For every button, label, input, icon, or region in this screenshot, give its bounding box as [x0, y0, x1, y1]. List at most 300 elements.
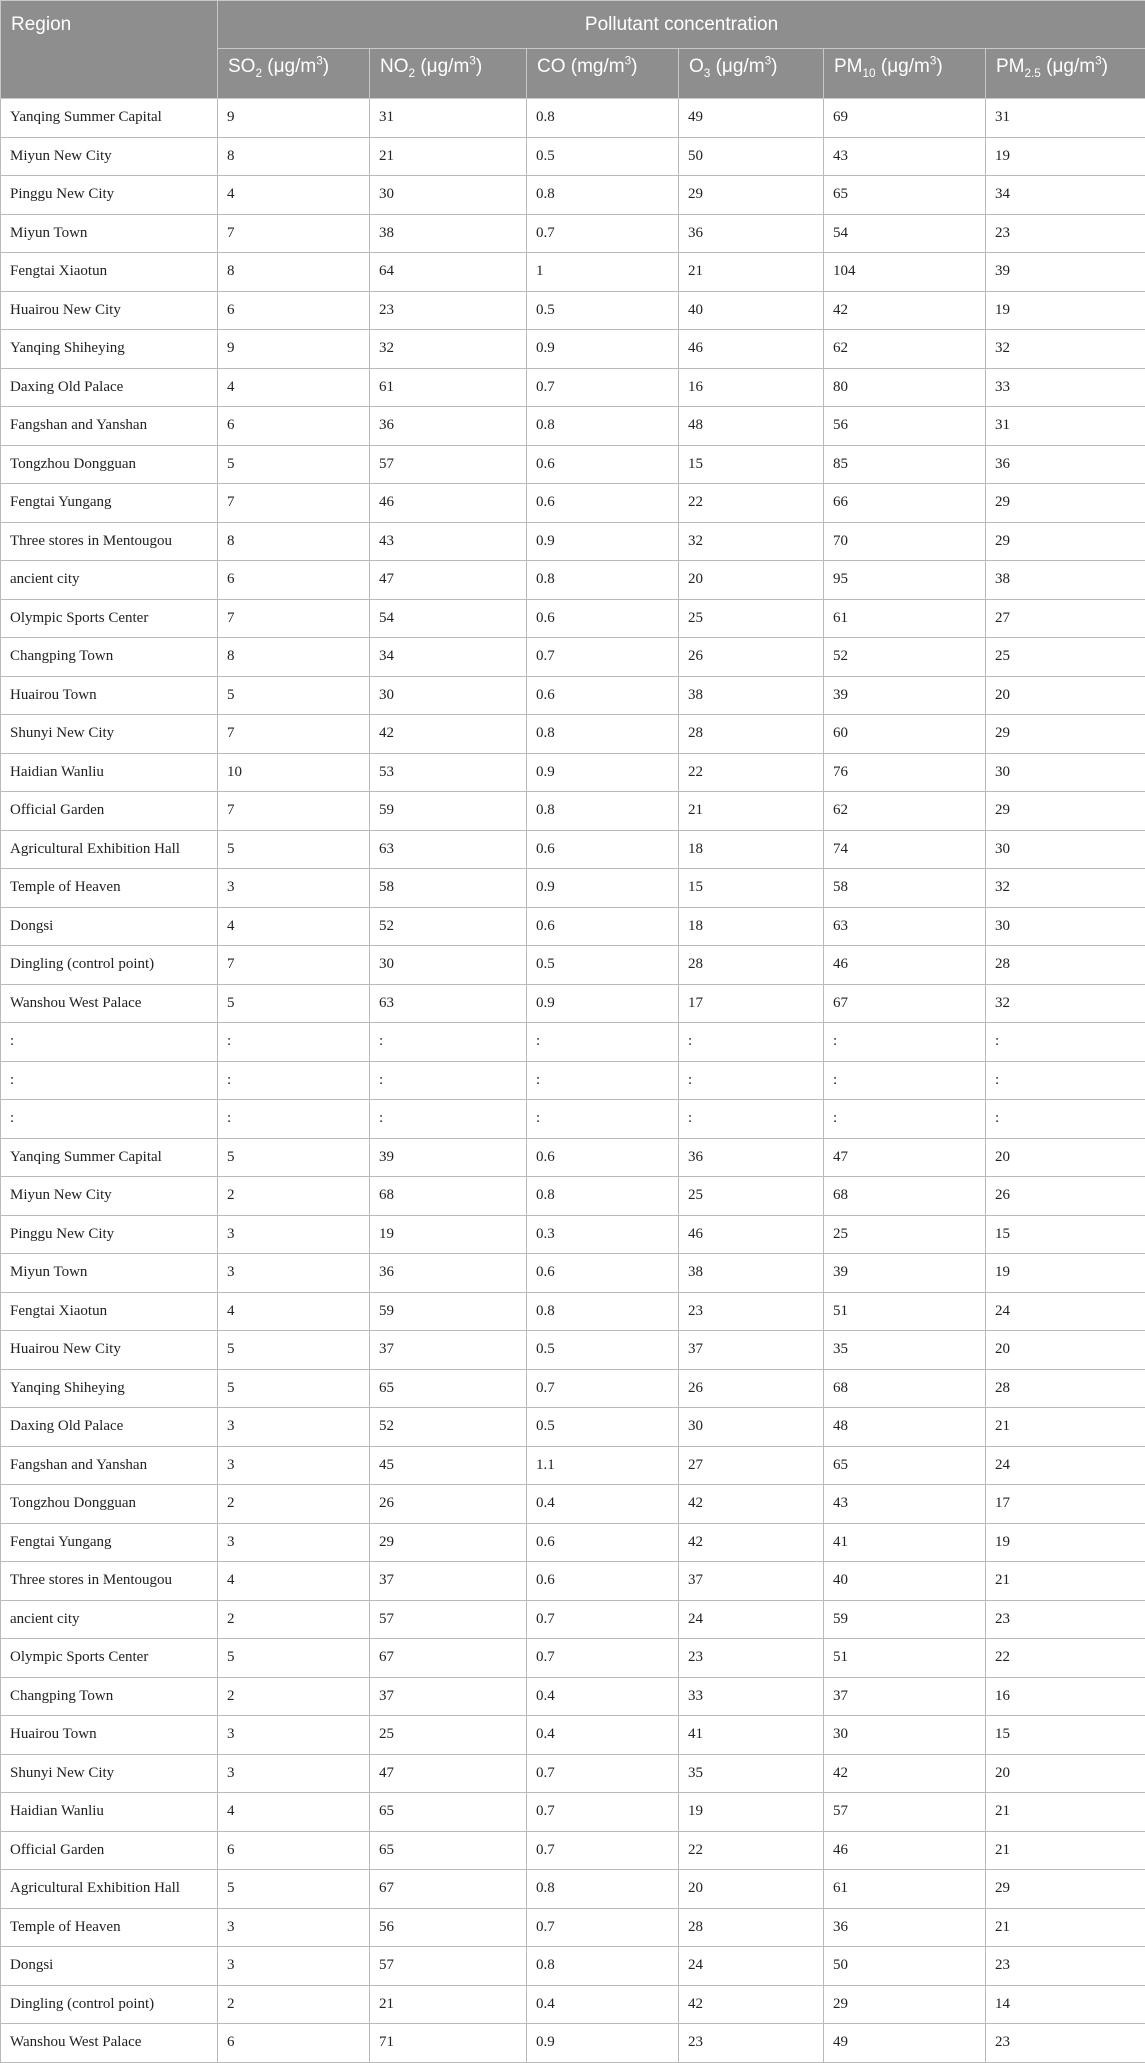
value-cell-co: 0.7	[527, 1369, 679, 1408]
column-header-co-sup: 3	[625, 55, 632, 68]
value-cell-no2: 25	[370, 1716, 527, 1755]
column-header-o3-sup: 3	[765, 55, 772, 68]
table-row	[1, 330, 1145, 369]
value-cell-o3: 38	[679, 1254, 824, 1293]
value-cell-pm10: 95	[824, 561, 986, 600]
region-cell: Wanshou West Palace	[1, 984, 218, 1023]
value-cell-no2: 45	[370, 1446, 527, 1485]
value-cell-pm25: 20	[986, 1331, 1145, 1370]
value-cell-pm10: 25	[824, 1215, 986, 1254]
value-cell-pm10: 60	[824, 715, 986, 754]
value-cell-pm10: 56	[824, 407, 986, 446]
region-cell: Miyun New City	[1, 1177, 218, 1216]
value-cell-pm10: :	[824, 1061, 986, 1100]
region-cell: Three stores in Mentougou	[1, 1562, 218, 1601]
value-cell-pm10: 76	[824, 753, 986, 792]
value-cell-pm25: 20	[986, 1754, 1145, 1793]
value-cell-so2: 8	[218, 253, 370, 292]
value-cell-so2: 3	[218, 1523, 370, 1562]
value-cell-pm25: 20	[986, 676, 1145, 715]
value-cell-so2: 6	[218, 561, 370, 600]
value-cell-co: 0.5	[527, 291, 679, 330]
value-cell-pm10: 42	[824, 1754, 986, 1793]
value-cell-pm25: 32	[986, 869, 1145, 908]
column-header-o3	[679, 49, 824, 99]
value-cell-pm25: 36	[986, 445, 1145, 484]
value-cell-no2: :	[370, 1100, 527, 1139]
value-cell-co: 0.5	[527, 137, 679, 176]
region-cell: Pinggu New City	[1, 176, 218, 215]
value-cell-o3: 17	[679, 984, 824, 1023]
value-cell-pm25: 23	[986, 1600, 1145, 1639]
value-cell-pm10: 43	[824, 137, 986, 176]
column-header-pm10-base: PM	[834, 56, 863, 77]
value-cell-co: :	[527, 1100, 679, 1139]
region-cell: Dongsi	[1, 907, 218, 946]
table-row	[1, 2024, 1145, 2063]
value-cell-pm10: 61	[824, 1870, 986, 1909]
value-cell-co: 0.6	[527, 1562, 679, 1601]
value-cell-no2: :	[370, 1061, 527, 1100]
value-cell-pm25: 23	[986, 214, 1145, 253]
value-cell-no2: 63	[370, 830, 527, 869]
value-cell-pm10: 46	[824, 946, 986, 985]
table-header	[1, 1, 1145, 99]
value-cell-no2: 57	[370, 1947, 527, 1986]
value-cell-no2: 30	[370, 676, 527, 715]
value-cell-o3: 41	[679, 1716, 824, 1755]
table-row	[1, 869, 1145, 908]
value-cell-pm10: 62	[824, 792, 986, 831]
value-cell-so2: 3	[218, 1947, 370, 1986]
value-cell-pm10: 74	[824, 830, 986, 869]
table-row	[1, 753, 1145, 792]
column-header-pm10-unit-post: )	[936, 56, 942, 77]
value-cell-no2: :	[370, 1023, 527, 1062]
value-cell-co: 0.6	[527, 445, 679, 484]
value-cell-pm25: 29	[986, 1870, 1145, 1909]
value-cell-so2: 5	[218, 1138, 370, 1177]
value-cell-no2: 47	[370, 561, 527, 600]
value-cell-co: 0.8	[527, 792, 679, 831]
table-row	[1, 984, 1145, 1023]
value-cell-so2: 8	[218, 638, 370, 677]
value-cell-o3: 21	[679, 253, 824, 292]
value-cell-o3: 29	[679, 176, 824, 215]
region-cell: Daxing Old Palace	[1, 1408, 218, 1447]
value-cell-no2: 68	[370, 1177, 527, 1216]
column-header-pm10	[824, 49, 986, 99]
value-cell-pm25: 39	[986, 253, 1145, 292]
value-cell-co: 0.6	[527, 1254, 679, 1293]
value-cell-no2: 57	[370, 445, 527, 484]
value-cell-no2: 63	[370, 984, 527, 1023]
value-cell-so2: 3	[218, 1716, 370, 1755]
region-cell: Fangshan and Yanshan	[1, 407, 218, 446]
value-cell-pm25: 30	[986, 753, 1145, 792]
value-cell-pm25: 21	[986, 1562, 1145, 1601]
region-cell: Yanqing Shiheying	[1, 330, 218, 369]
column-header-pm10-sup: 3	[930, 55, 937, 68]
region-header: Region	[1, 1, 218, 99]
table-row	[1, 176, 1145, 215]
value-cell-o3: 25	[679, 1177, 824, 1216]
column-header-pm25-sub: 2.5	[1025, 67, 1041, 80]
region-cell: ancient city	[1, 561, 218, 600]
value-cell-no2: 67	[370, 1870, 527, 1909]
value-cell-no2: 42	[370, 715, 527, 754]
value-cell-no2: 21	[370, 137, 527, 176]
column-header-o3-base: O	[689, 56, 704, 77]
value-cell-so2: 7	[218, 946, 370, 985]
value-cell-so2: 6	[218, 407, 370, 446]
value-cell-co: 0.6	[527, 830, 679, 869]
value-cell-no2: 30	[370, 946, 527, 985]
value-cell-so2: 9	[218, 330, 370, 369]
region-cell: Shunyi New City	[1, 1754, 218, 1793]
value-cell-pm10: 46	[824, 1831, 986, 1870]
region-cell: Three stores in Mentougou	[1, 522, 218, 561]
value-cell-o3: 33	[679, 1677, 824, 1716]
value-cell-so2: 4	[218, 907, 370, 946]
region-cell: Huairou New City	[1, 291, 218, 330]
value-cell-pm10: 29	[824, 1985, 986, 2024]
table-row	[1, 1677, 1145, 1716]
value-cell-o3: 38	[679, 676, 824, 715]
value-cell-o3: 36	[679, 1138, 824, 1177]
value-cell-pm10: 54	[824, 214, 986, 253]
value-cell-no2: 61	[370, 368, 527, 407]
column-header-co-base: CO	[537, 56, 566, 77]
column-header-o3-unit-post: )	[771, 56, 777, 77]
value-cell-pm25: 30	[986, 830, 1145, 869]
table-row	[1, 137, 1145, 176]
region-cell: Haidian Wanliu	[1, 753, 218, 792]
region-cell: ancient city	[1, 1600, 218, 1639]
value-cell-o3: 25	[679, 599, 824, 638]
value-cell-o3: 42	[679, 1523, 824, 1562]
table-row	[1, 715, 1145, 754]
table-row	[1, 99, 1145, 138]
value-cell-co: 0.7	[527, 1754, 679, 1793]
value-cell-pm25: 19	[986, 1254, 1145, 1293]
value-cell-so2: 4	[218, 1793, 370, 1832]
value-cell-o3: 40	[679, 291, 824, 330]
region-cell: Temple of Heaven	[1, 869, 218, 908]
value-cell-o3: 20	[679, 1870, 824, 1909]
value-cell-co: 0.3	[527, 1215, 679, 1254]
value-cell-so2: 5	[218, 445, 370, 484]
region-cell: :	[1, 1061, 218, 1100]
table-row	[1, 291, 1145, 330]
value-cell-pm10: 62	[824, 330, 986, 369]
region-cell: Agricultural Exhibition Hall	[1, 1870, 218, 1909]
region-cell: Official Garden	[1, 792, 218, 831]
value-cell-pm10: 66	[824, 484, 986, 523]
value-cell-no2: 53	[370, 753, 527, 792]
column-header-so2-unit-pre: (μg/m	[262, 56, 316, 77]
table-row	[1, 1600, 1145, 1639]
value-cell-pm25: 17	[986, 1485, 1145, 1524]
value-cell-so2: 5	[218, 984, 370, 1023]
value-cell-pm25: 38	[986, 561, 1145, 600]
column-header-so2-sub: 2	[255, 67, 262, 80]
value-cell-pm10: 63	[824, 907, 986, 946]
value-cell-so2: 3	[218, 1754, 370, 1793]
region-cell: Dongsi	[1, 1947, 218, 1986]
column-header-no2	[370, 49, 527, 99]
value-cell-so2: 7	[218, 214, 370, 253]
value-cell-o3: 21	[679, 792, 824, 831]
value-cell-o3: :	[679, 1061, 824, 1100]
value-cell-no2: 21	[370, 1985, 527, 2024]
table-row	[1, 1369, 1145, 1408]
value-cell-o3: 48	[679, 407, 824, 446]
value-cell-pm10: 67	[824, 984, 986, 1023]
value-cell-no2: 38	[370, 214, 527, 253]
column-header-pm25-unit-post: )	[1102, 56, 1108, 77]
value-cell-no2: 65	[370, 1369, 527, 1408]
region-cell: Changping Town	[1, 1677, 218, 1716]
value-cell-co: 0.9	[527, 984, 679, 1023]
value-cell-pm10: 39	[824, 1254, 986, 1293]
value-cell-no2: 23	[370, 291, 527, 330]
table-row	[1, 1870, 1145, 1909]
table-body	[1, 99, 1145, 2063]
value-cell-pm25: 33	[986, 368, 1145, 407]
value-cell-pm25: 21	[986, 1831, 1145, 1870]
value-cell-pm25: 34	[986, 176, 1145, 215]
value-cell-so2: 7	[218, 484, 370, 523]
value-cell-co: 0.4	[527, 1716, 679, 1755]
value-cell-no2: 52	[370, 1408, 527, 1447]
value-cell-no2: 59	[370, 792, 527, 831]
value-cell-no2: 19	[370, 1215, 527, 1254]
value-cell-co: 0.7	[527, 368, 679, 407]
table-row	[1, 1254, 1145, 1293]
value-cell-pm10: 51	[824, 1639, 986, 1678]
region-cell: Pinggu New City	[1, 1215, 218, 1254]
column-header-pm25-base: PM	[996, 56, 1025, 77]
value-cell-pm25: 16	[986, 1677, 1145, 1716]
region-cell: Yanqing Shiheying	[1, 1369, 218, 1408]
value-cell-so2: 3	[218, 1446, 370, 1485]
value-cell-pm10: 37	[824, 1677, 986, 1716]
region-cell: Huairou Town	[1, 676, 218, 715]
column-header-no2-unit-post: )	[476, 56, 482, 77]
table-row	[1, 599, 1145, 638]
value-cell-no2: 65	[370, 1831, 527, 1870]
value-cell-pm10: 36	[824, 1908, 986, 1947]
value-cell-o3: 36	[679, 214, 824, 253]
table-row	[1, 253, 1145, 292]
table-row	[1, 907, 1145, 946]
value-cell-co: 0.8	[527, 99, 679, 138]
value-cell-pm25: 19	[986, 1523, 1145, 1562]
table-row	[1, 1831, 1145, 1870]
value-cell-o3: 19	[679, 1793, 824, 1832]
value-cell-o3: 28	[679, 1908, 824, 1947]
value-cell-co: 0.8	[527, 1870, 679, 1909]
value-cell-so2: 4	[218, 1292, 370, 1331]
column-header-o3-sub: 3	[704, 67, 711, 80]
value-cell-pm10: 47	[824, 1138, 986, 1177]
value-cell-pm10: 80	[824, 368, 986, 407]
value-cell-so2: 8	[218, 137, 370, 176]
table-row	[1, 1215, 1145, 1254]
value-cell-so2: 10	[218, 753, 370, 792]
column-header-so2-sup: 3	[316, 55, 323, 68]
region-cell: Olympic Sports Center	[1, 599, 218, 638]
value-cell-co: 0.5	[527, 1331, 679, 1370]
value-cell-pm25: 22	[986, 1639, 1145, 1678]
value-cell-pm25: 23	[986, 2024, 1145, 2063]
value-cell-no2: 39	[370, 1138, 527, 1177]
value-cell-o3: 37	[679, 1562, 824, 1601]
value-cell-o3: :	[679, 1100, 824, 1139]
value-cell-pm25: 29	[986, 715, 1145, 754]
value-cell-pm25: 19	[986, 137, 1145, 176]
region-cell: Fangshan and Yanshan	[1, 1446, 218, 1485]
value-cell-no2: 56	[370, 1908, 527, 1947]
value-cell-pm25: 19	[986, 291, 1145, 330]
table-row	[1, 1446, 1145, 1485]
value-cell-so2: 5	[218, 676, 370, 715]
value-cell-so2: 3	[218, 1254, 370, 1293]
value-cell-so2: 5	[218, 1331, 370, 1370]
region-cell: Wanshou West Palace	[1, 2024, 218, 2063]
region-cell: Temple of Heaven	[1, 1908, 218, 1947]
value-cell-o3: 15	[679, 445, 824, 484]
value-cell-pm25: 29	[986, 522, 1145, 561]
value-cell-co: 0.9	[527, 753, 679, 792]
value-cell-so2: 2	[218, 1677, 370, 1716]
value-cell-co: 0.4	[527, 1485, 679, 1524]
value-cell-o3: 49	[679, 99, 824, 138]
value-cell-pm25: 15	[986, 1716, 1145, 1755]
region-cell: Fengtai Yungang	[1, 484, 218, 523]
value-cell-pm25: 21	[986, 1793, 1145, 1832]
value-cell-pm25: 20	[986, 1138, 1145, 1177]
value-cell-o3: 22	[679, 484, 824, 523]
value-cell-pm25: 32	[986, 984, 1145, 1023]
value-cell-pm10: 39	[824, 676, 986, 715]
value-cell-o3: 26	[679, 638, 824, 677]
column-header-no2-base: NO	[380, 56, 409, 77]
value-cell-pm10: 40	[824, 1562, 986, 1601]
region-cell: Shunyi New City	[1, 715, 218, 754]
region-cell: Dingling (control point)	[1, 1985, 218, 2024]
value-cell-pm25: 24	[986, 1292, 1145, 1331]
value-cell-co: 0.8	[527, 715, 679, 754]
value-cell-pm10: 57	[824, 1793, 986, 1832]
value-cell-pm10: 30	[824, 1716, 986, 1755]
value-cell-co: 0.6	[527, 1138, 679, 1177]
value-cell-pm25: 29	[986, 484, 1145, 523]
value-cell-o3: 23	[679, 1639, 824, 1678]
table-row	[1, 1639, 1145, 1678]
table-row	[1, 1793, 1145, 1832]
region-cell: Miyun New City	[1, 137, 218, 176]
value-cell-co: 0.7	[527, 214, 679, 253]
value-cell-o3: 18	[679, 907, 824, 946]
table-row	[1, 638, 1145, 677]
value-cell-co: 0.6	[527, 907, 679, 946]
value-cell-no2: 31	[370, 99, 527, 138]
value-cell-co: 0.7	[527, 638, 679, 677]
value-cell-o3: 32	[679, 522, 824, 561]
value-cell-so2: 6	[218, 291, 370, 330]
value-cell-co: :	[527, 1023, 679, 1062]
value-cell-co: 0.6	[527, 1523, 679, 1562]
table-row	[1, 1485, 1145, 1524]
region-cell: Huairou New City	[1, 1331, 218, 1370]
table-row	[1, 1023, 1145, 1062]
value-cell-o3: 35	[679, 1754, 824, 1793]
value-cell-o3: 28	[679, 715, 824, 754]
value-cell-pm25: 28	[986, 1369, 1145, 1408]
value-cell-pm10: 104	[824, 253, 986, 292]
table-row	[1, 368, 1145, 407]
value-cell-pm10: 52	[824, 638, 986, 677]
value-cell-co: 0.4	[527, 1985, 679, 2024]
value-cell-no2: 64	[370, 253, 527, 292]
value-cell-no2: 43	[370, 522, 527, 561]
value-cell-pm25: 27	[986, 599, 1145, 638]
value-cell-no2: 34	[370, 638, 527, 677]
value-cell-so2: 4	[218, 1562, 370, 1601]
value-cell-o3: 46	[679, 1215, 824, 1254]
region-cell: Fengtai Xiaotun	[1, 253, 218, 292]
value-cell-so2: 8	[218, 522, 370, 561]
value-cell-no2: 47	[370, 1754, 527, 1793]
value-cell-pm10: 49	[824, 2024, 986, 2063]
value-cell-so2: :	[218, 1023, 370, 1062]
value-cell-so2: 9	[218, 99, 370, 138]
value-cell-pm10: 42	[824, 291, 986, 330]
column-header-pm25-unit-pre: (μg/m	[1041, 56, 1095, 77]
value-cell-co: 1	[527, 253, 679, 292]
column-header-co	[527, 49, 679, 99]
column-header-pm25	[986, 49, 1145, 99]
value-cell-co: 0.8	[527, 1947, 679, 1986]
table-row	[1, 561, 1145, 600]
value-cell-co: 0.5	[527, 946, 679, 985]
value-cell-o3: 20	[679, 561, 824, 600]
value-cell-pm25: :	[986, 1023, 1145, 1062]
value-cell-o3: 42	[679, 1985, 824, 2024]
value-cell-o3: 46	[679, 330, 824, 369]
value-cell-co: 0.6	[527, 676, 679, 715]
column-header-so2-unit-post: )	[323, 56, 329, 77]
value-cell-co: 0.7	[527, 1600, 679, 1639]
value-cell-o3: 42	[679, 1485, 824, 1524]
column-header-no2-sub: 2	[409, 67, 416, 80]
value-cell-pm10: :	[824, 1023, 986, 1062]
region-cell: Fengtai Xiaotun	[1, 1292, 218, 1331]
table-row	[1, 1716, 1145, 1755]
value-cell-no2: 32	[370, 330, 527, 369]
value-cell-pm10: 65	[824, 1446, 986, 1485]
value-cell-o3: 30	[679, 1408, 824, 1447]
column-header-so2-base: SO	[228, 56, 255, 77]
value-cell-so2: 3	[218, 1908, 370, 1947]
column-header-co-unit-post: )	[631, 56, 637, 77]
value-cell-pm10: 43	[824, 1485, 986, 1524]
value-cell-o3: 24	[679, 1600, 824, 1639]
value-cell-no2: 57	[370, 1600, 527, 1639]
value-cell-o3: 50	[679, 137, 824, 176]
